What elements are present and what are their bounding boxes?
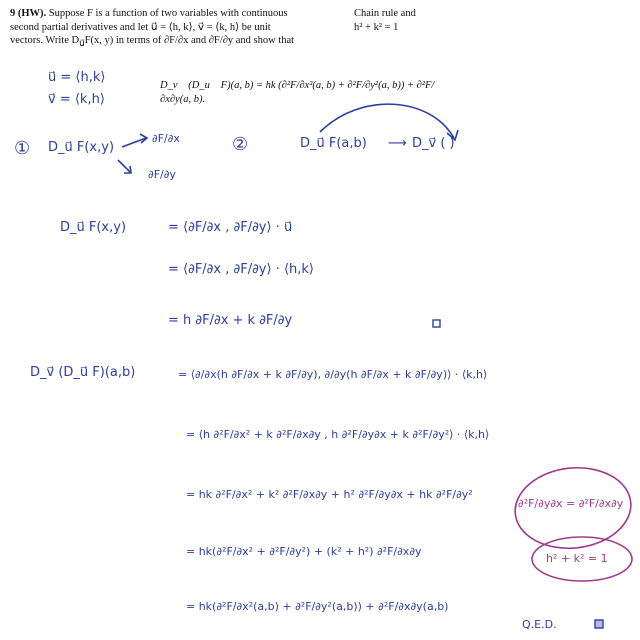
step-2-left: D_u⃗ F(a,b) [300,136,367,151]
step-2-right: D_v⃗ ( ) [412,136,455,151]
u-definition: u⃗ = ⟨h,k⟩ [48,70,106,85]
qed-square-icon [595,620,603,628]
problem-line-3: vectors. Write $D_{u⃗}F(x$, y) in terms of ∂F/∂x and ∂F/∂y and show that [10,35,295,49]
target-formula: D_v⃗ (D_u⃗ F)(a, b) = hk (∂²F/∂x²(a, b) + ∂²F/∂y²(a, b)) + ∂²F/∂x∂y(a, b). [160,80,435,105]
hint [354,7,474,34]
checkbox-mark-icon [433,320,440,327]
step-1-expression: D_u⃗ F(x,y) [48,140,115,155]
line-d-lhs: D_v⃗ (D_u⃗ F)(a,b) [30,365,136,380]
hint-line-1: Chain rule and [354,8,416,19]
line-f: = hk ∂²F/∂x² + k² ∂²F/∂x∂y + h² ∂²F/∂y∂x + hk ∂²F/∂y² [186,488,473,501]
problem-line-1: Suppose F is a function of two variables with continuous [48,8,288,19]
line-b: = ⟨∂F/∂x , ∂F/∂y⟩ · ⟨h,k⟩ [168,262,314,277]
branch-partial-x: ∂F/∂x [152,132,180,145]
problem-line-2: second partial derivatives and let u⃗ = ⟨h, k⟩, v⃗ = ⟨k, h⟩ be unit [10,21,271,33]
step-2-arrow: ⟶ [388,136,407,151]
line-a-lhs: D_u⃗ F(x,y) [60,220,127,235]
step-1-marker: ① [14,138,31,159]
line-h: = hk(∂²F/∂x²(a,b) + ∂²F/∂y²(a,b)) + ∂²F/∂x∂y(a,b) [186,600,449,613]
step-2-marker: ② [232,134,249,155]
side-note-mixed-partials: ∂²F/∂y∂x = ∂²F/∂x∂y [518,497,624,510]
branch-partial-y: ∂F/∂y [148,168,176,181]
line-a: = ⟨∂F/∂x , ∂F/∂y⟩ · u⃗ [168,220,293,235]
line-e: = ⟨h ∂²F/∂x² + k ∂²F/∂x∂y , h ∂²F/∂y∂x + k ∂²F/∂y²⟩ · ⟨k,h⟩ [186,428,490,441]
line-c: = h ∂F/∂x + k ∂F/∂y [168,313,293,328]
v-definition: v⃗ = ⟨k,h⟩ [48,92,105,107]
line-d: = ⟨∂/∂x(h ∂F/∂x + k ∂F/∂y), ∂/∂y(h ∂F/∂x + k ∂F/∂y)⟩ · ⟨k,h⟩ [178,368,488,381]
problem-statement [10,7,330,51]
branch-arrow-lower-icon [118,160,130,172]
curved-arrow-icon [320,104,454,138]
qed-text: Q.E.D. [522,618,557,631]
side-note-unit-constraint: h² + k² = 1 [546,552,608,565]
hint-line-2: h² + k² = 1 [354,21,399,33]
branch-arrow-upper-icon [122,138,146,147]
line-g: = hk(∂²F/∂x² + ∂²F/∂y²) + (k² + h²) ∂²F/∂x∂y [186,545,422,558]
problem-number: 9 (HW). [10,8,47,19]
